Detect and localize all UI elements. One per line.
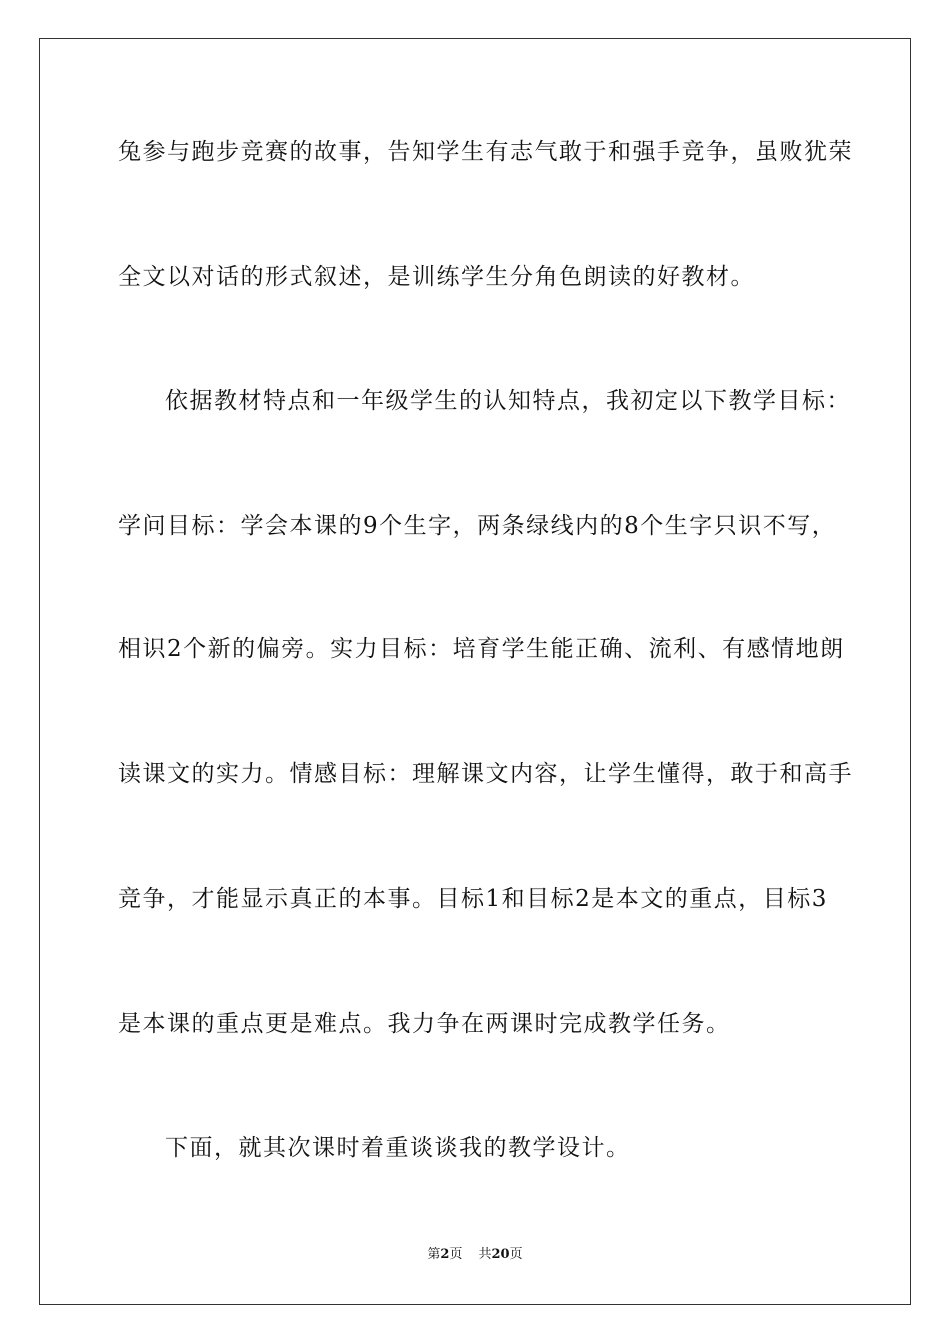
text-line: 全文以对话的形式叙述，是训练学生分角色朗读的好教材。	[118, 264, 755, 290]
text-line: 相识2个新的偏旁。实力目标：培育学生能正确、流利、有感情地朗	[118, 636, 845, 662]
total-prefix: 共	[478, 1247, 492, 1262]
page-number: 2	[440, 1247, 450, 1262]
text-line: 是本课的重点更是难点。我力争在两课时完成教学任务。	[118, 1011, 731, 1037]
text-line-indented: 依据教材特点和一年级学生的认知特点，我初定以下教学目标：	[165, 388, 851, 414]
page-prefix: 第	[427, 1247, 441, 1262]
text-line-indented: 下面，就其次课时着重谈谈我的教学设计。	[165, 1135, 631, 1161]
text-line: 竞争，才能显示真正的本事。目标1和目标2是本文的重点，目标3	[118, 886, 828, 912]
total-suffix: 页	[509, 1247, 523, 1262]
text-line: 读课文的实力。情感目标：理解课文内容，让学生懂得，敢于和高手	[118, 761, 853, 787]
page-footer	[0, 1246, 950, 1264]
text-line: 学问目标：学会本课的9个生字，两条绿线内的8个生字只识不写，	[118, 513, 837, 539]
text-line: 兔参与跑步竞赛的故事，告知学生有志气敢于和强手竞争，虽败犹荣	[118, 139, 853, 165]
page-suffix: 页	[449, 1247, 463, 1262]
page-border	[39, 38, 911, 1305]
total-pages: 20	[491, 1247, 510, 1262]
